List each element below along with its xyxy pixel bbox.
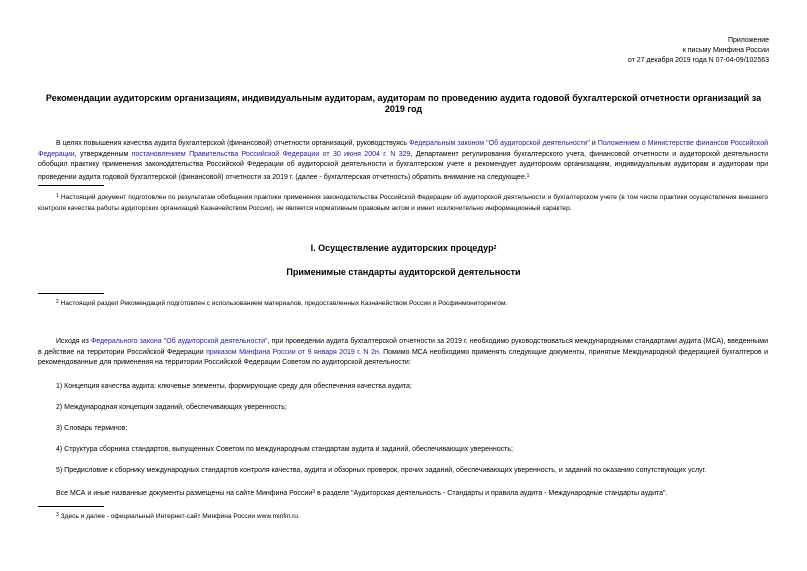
footnote-divider [38, 506, 104, 507]
section-heading [36, 243, 771, 254]
footnote-ref-3[interactable]: 3 [312, 489, 316, 495]
footnote-2 [38, 297, 768, 310]
closing-text-1: Все МСА и иные названные документы размещены на сайте Минфина России [56, 490, 313, 497]
body-text-1: Исходя из [56, 338, 91, 345]
section-heading-text: I. Осуществление аудиторских процедур [310, 243, 494, 253]
list-item: 5) Предисловие к сборнику международных стандартов контроля качества, аудита и обзорных проверок, прочих заданий, обеспечивающих уверенность, и заданий по оказанию сопутствующих услуг. [56, 467, 707, 474]
minfin-order-link[interactable]: приказом Минфина России от 9 января 2019 г. N 2н [206, 348, 379, 356]
body-text-3: . Помимо МСА необходимо применять следующие документы, принятые Международной федерацией бухгалтеров и рекомендованные для применения на территории Российской Федерации Советом по аудиторской деятельности: [38, 348, 768, 366]
body-text-2: , при проведении аудита бухгалтерской отчетности за 2019 г. необходимо руководствоваться международными стандартами аудита (МСА), введенными в действие на территории Российской Федерации [38, 338, 768, 356]
government-decree-link[interactable]: постановлением Правительства Российской Федерации от 30 июня 2004 г. N 329 [131, 150, 411, 158]
appendix-header [628, 36, 769, 66]
footnote-1-text: Настоящий документ подготовлен по результатам обобщения практики применения законодательства Российской Федерации об аудиторской деятельности и бухгалтерском учете (в том числе практики осуществления внешнего контроля качества работы аудиторских организаций Казначейством России), не является нормативным правовым актом и имеет исключительно информационный характер. [38, 194, 768, 212]
document-title: Рекомендации аудиторским организациям, индивидуальным аудиторам, аудиторам по проведению аудита годовой бухгалтерской отчетности организаций за 2019 год [45, 93, 762, 114]
footnote-1 [38, 191, 768, 214]
appendix-label: Приложение [727, 37, 769, 44]
intro-text-2: и [589, 140, 598, 147]
intro-text-1: В целях повышения качества аудита бухгалтерской (финансовой) отчетности организаций, руководствуясь [56, 140, 410, 147]
body-paragraph [38, 337, 768, 369]
footnote-ref-1[interactable]: 1 [526, 172, 530, 179]
closing-paragraph [56, 487, 768, 499]
closing-text-2: в разделе "Аудиторская деятельность - Стандарты и правила аудита - Международные стандарты аудита". [315, 490, 668, 497]
footnote-3-text: Здесь и далее - официальный Интернет-сайт Минфина России www.minfin.ru. [58, 513, 300, 520]
footnote-divider [38, 185, 104, 186]
appendix-letter-ref: к письму Минфина России [682, 47, 769, 54]
list-item: 1) Концепция качества аудита: ключевые элементы, формирующие среду для обеспечения качества аудита; [56, 383, 412, 390]
intro-text-3: , утвержденным [74, 150, 132, 158]
law-audit-link[interactable]: Федеральным законом "Об аудиторской деятельности" [409, 140, 590, 147]
list-item: 3) Словарь терминов; [56, 425, 128, 432]
federal-law-link[interactable]: Федерального закона "Об аудиторской деятельности" [90, 338, 268, 345]
ministry-regulation-link[interactable]: Положением о Министерстве финансов Российской Федерации [38, 140, 768, 158]
intro-paragraph [38, 139, 768, 183]
footnote-1-mark: 1 [56, 193, 59, 199]
footnote-2-text: Настоящий раздел Рекомендаций подготовлен с использованием материалов, предоставленных Казначейством России и Росфинмониторингом. [58, 300, 508, 307]
footnote-2-mark: 2 [56, 299, 59, 305]
footnote-ref-2[interactable]: 2 [493, 245, 497, 251]
footnote-3-mark: 3 [56, 512, 59, 518]
footnote-divider [38, 293, 104, 294]
list-item: 4) Структура сборника стандартов, выпущенных Советом по международным стандартам аудита и заданий, обеспечивающих уверенность; [56, 446, 513, 453]
section-subheading: Применимые стандарты аудиторской деятельности [286, 267, 521, 277]
list-item: 2) Международная концепция заданий, обеспечивающих уверенность; [56, 404, 287, 411]
appendix-letter-date: от 27 декабря 2019 года N 07-04-09/102563 [627, 57, 769, 64]
footnote-3 [38, 510, 768, 523]
intro-text-4: , Департамент регулирования бухгалтерского учета, финансовой отчетности и аудиторской деятельности обобщил практику применения законодательства Российской Федерации об аудиторской деятельности и бухгалтерском учете и рекомендует аудиторским организациям, индивидуальным аудиторам и аудиторам при проведении аудита годовой бухгалтерской (финансовой) отчетности за 2019 г. (далее - бухгалтерская отчетность) обратить внимание на следующее. [38, 150, 768, 181]
